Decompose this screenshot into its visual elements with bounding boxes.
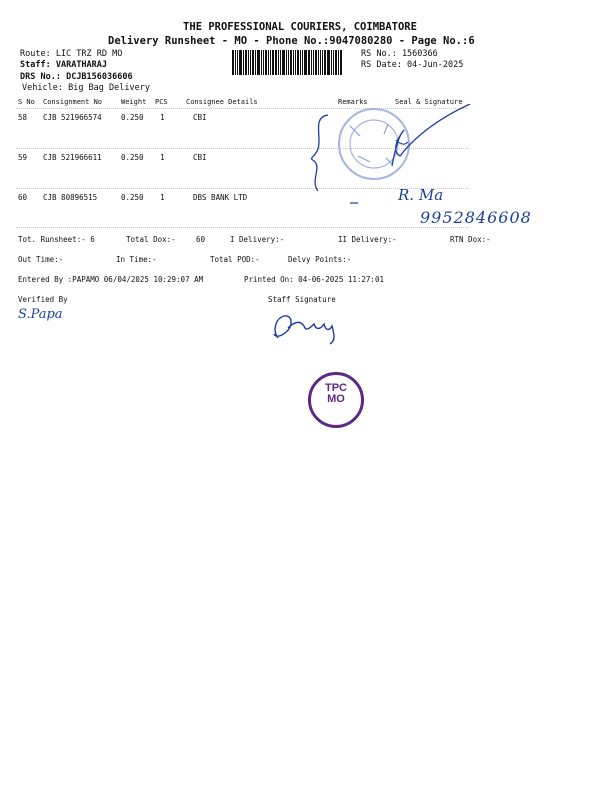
company-seal <box>330 104 480 184</box>
barcode-bar <box>333 50 334 75</box>
barcode-bar <box>268 50 269 75</box>
row-consignment: CJB 521966611 <box>43 153 102 162</box>
barcode-bar <box>313 50 314 75</box>
col-header-remarks: Remarks <box>338 98 368 106</box>
handwritten-phone: 9952846608 <box>420 208 532 227</box>
barcode-bar <box>255 50 256 75</box>
row-pcs: 1 <box>160 153 165 162</box>
barcode-bar <box>265 50 267 75</box>
row-weight: 0.250 <box>121 193 144 202</box>
row-rule <box>16 227 468 228</box>
barcode-bar <box>295 50 296 75</box>
barcode-bar <box>322 50 323 75</box>
row-sno: 60 <box>18 193 28 202</box>
barcode-bar <box>293 50 294 75</box>
delvy-points: Delvy Points:- <box>288 255 352 264</box>
staff-signature-stroke <box>274 316 334 344</box>
col-header-consignee: Consignee Details <box>186 98 258 106</box>
route-text: Route: LIC TRZ RD MO <box>20 49 123 59</box>
stamp-bottom-text: MO <box>327 393 345 405</box>
barcode-bar <box>324 50 326 75</box>
entered-by: Entered By :PAPAMO 06/04/2025 10:29:07 AM <box>18 275 204 284</box>
rs-date: RS Date: 04-Jun-2025 <box>361 60 464 70</box>
vehicle-label: Vehicle: <box>22 83 63 93</box>
tpc-mo-stamp <box>308 372 364 428</box>
staff-label: Staff: <box>20 60 51 70</box>
row-consignee: DBS BANK LTD <box>193 193 248 202</box>
barcode-bar <box>237 50 238 75</box>
staff-line <box>20 60 107 70</box>
company-title: THE PROFESSIONAL COURIERS, COIMBATORE <box>183 21 417 33</box>
handwritten-initials: R. Ma <box>398 186 444 204</box>
barcode-bar <box>290 50 292 75</box>
seal-inner-ring <box>350 120 398 168</box>
drs-line <box>20 72 133 82</box>
verified-by-label: Verified By <box>18 295 68 304</box>
col-header-pcs: PCS <box>155 98 168 106</box>
barcode-bar <box>245 50 247 75</box>
barcode-bar <box>235 50 236 75</box>
row-sno: 59 <box>18 153 28 162</box>
barcode-bar <box>280 50 281 75</box>
col-header-consignment: Consignment No <box>43 98 103 106</box>
barcode-bar <box>340 50 342 75</box>
row-pcs: 1 <box>160 113 165 122</box>
col-header-seal: Seal & Signature <box>395 98 463 106</box>
barcode-bar <box>243 50 244 75</box>
barcode-bar <box>286 50 287 75</box>
seal-text-strokes <box>350 124 392 164</box>
barcode-bar <box>318 50 319 75</box>
total-dox-value: 60 <box>196 235 206 244</box>
barcode-bar <box>248 50 249 75</box>
barcode-bar <box>335 50 337 75</box>
staff-signature <box>270 308 350 348</box>
in-time: In Time:- <box>116 255 157 264</box>
rs-number: RS No.: 1560366 <box>361 49 438 59</box>
seal-signature <box>392 104 470 166</box>
row-sno: 58 <box>18 113 28 122</box>
staff-signature-label: Staff Signature <box>268 295 336 304</box>
barcode-bar <box>331 50 332 75</box>
row-consignee: CBI <box>193 113 207 122</box>
barcode-bar <box>263 50 264 75</box>
barcode-bar <box>320 50 321 75</box>
row-consignee: CBI <box>193 153 207 162</box>
rtn-dox: RTN Dox:- <box>450 235 491 244</box>
barcode-bar <box>261 50 262 75</box>
barcode-bar <box>250 50 251 75</box>
drs-barcode <box>232 50 354 75</box>
printed-on: Printed On: 04-06-2025 11:27:01 <box>244 275 384 284</box>
barcode-bar <box>270 50 271 75</box>
drs-number: DCJB156036606 <box>66 72 133 82</box>
barcode-bar <box>297 50 299 75</box>
i-delivery: I Delivery:- <box>230 235 285 244</box>
ii-delivery: II Delivery:- <box>338 235 397 244</box>
runsheet-subtitle: Delivery Runsheet - MO - Phone No.:9047080280 - Page No.:6 <box>108 35 475 47</box>
barcode-bar <box>239 50 242 75</box>
out-time: Out Time:- <box>18 255 64 264</box>
tot-runsheet: Tot. Runsheet:- 6 <box>18 235 95 244</box>
barcode-bar <box>311 50 312 75</box>
row-consignment: CJB 80896515 <box>43 193 98 202</box>
vehicle-line <box>22 83 150 93</box>
barcode-bar <box>308 50 310 75</box>
col-header-weight: Weight <box>121 98 147 106</box>
total-pod: Total POD:- <box>210 255 260 264</box>
staff-name: VARATHARAJ <box>55 60 108 70</box>
barcode-bar <box>282 50 285 75</box>
row-weight: 0.250 <box>121 153 144 162</box>
barcode-bar <box>300 50 301 75</box>
verifier-signature: S.Papa <box>18 307 63 322</box>
barcode-bar <box>302 50 303 75</box>
vehicle-value: Big Bag Delivery <box>68 83 150 93</box>
row-consignment: CJB 521966574 <box>43 113 102 122</box>
barcode-bar <box>304 50 307 75</box>
barcode-bar <box>288 50 289 75</box>
barcode-bar <box>232 50 234 75</box>
bracket-mark <box>311 115 328 191</box>
barcode-bar <box>257 50 260 75</box>
row-pcs: 1 <box>160 193 165 202</box>
barcode-bar <box>338 50 339 75</box>
drs-label: DRS No.: <box>20 72 61 82</box>
barcode-bar <box>275 50 277 75</box>
barcode-bar <box>315 50 317 75</box>
barcode-bar <box>272 50 274 75</box>
stamp-top-text: TPC <box>325 382 347 394</box>
total-dox-label: Total Dox:- <box>126 235 176 244</box>
barcode-bar <box>327 50 330 75</box>
barcode-bar <box>252 50 254 75</box>
barcode-bar <box>278 50 279 75</box>
col-header-sno: S No <box>18 98 35 106</box>
row-weight: 0.250 <box>121 113 144 122</box>
